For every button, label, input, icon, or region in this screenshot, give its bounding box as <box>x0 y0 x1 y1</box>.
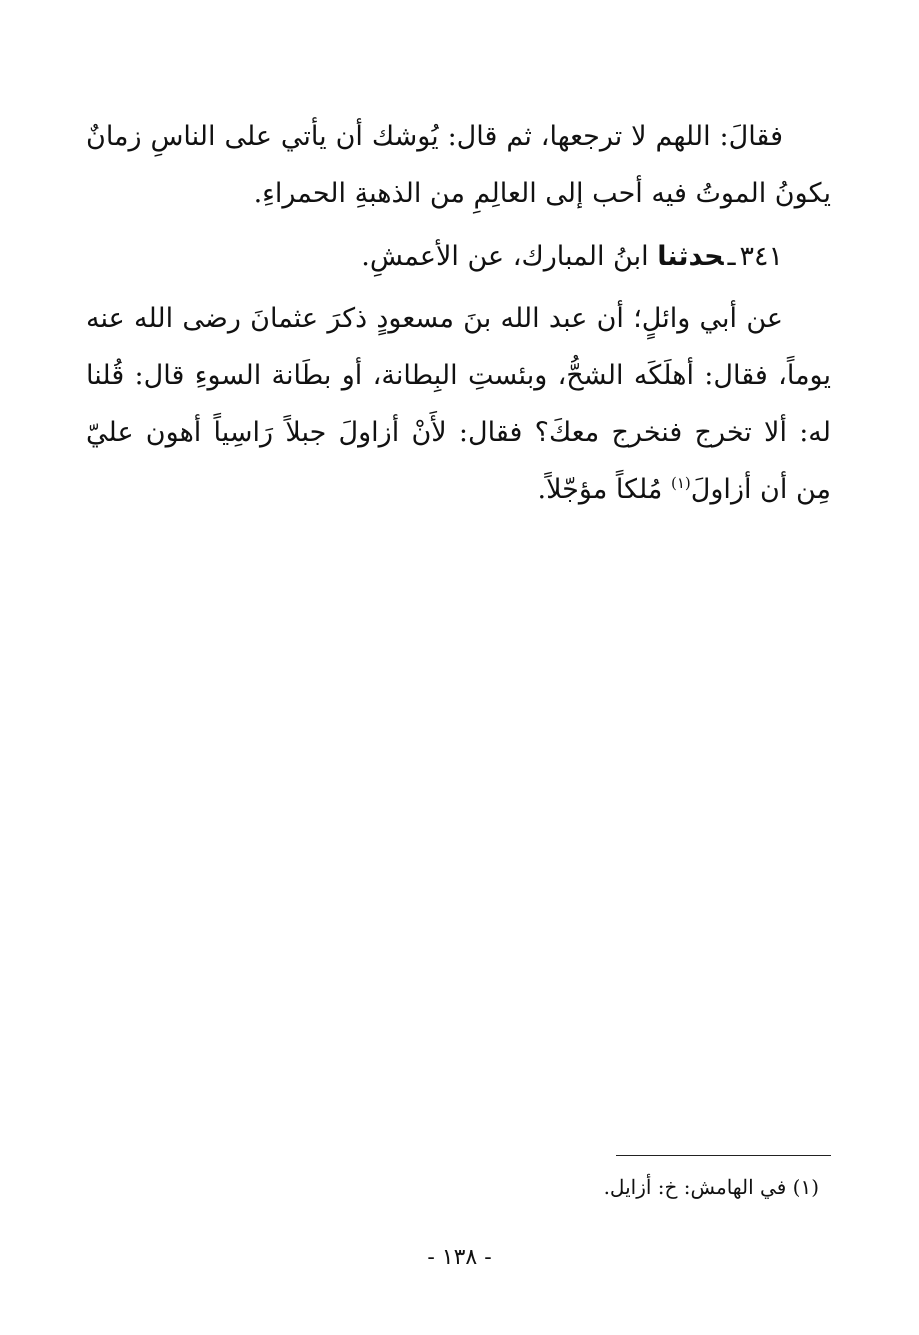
footnote-reference: (١) <box>671 474 691 492</box>
paragraph-3-text: عن أبي وائلٍ؛ أن عبد الله بنَ مسعودٍ ذكرَ عثمانَ رضى الله عنه يوماً، فقال: أهلَكَه الشحُّ، وبئستِ البِطانة، أو بطَانة السوءِ قال: قُلنا له: ألا تخرج فنخرج معكَ؟ فقال: لأَنْ أزاولَ جبلاً رَاسِياً أهون عليّ مِن أن أزاولَ <box>86 303 831 505</box>
page-number: - ١٣٨ - <box>427 1245 492 1270</box>
footnote: (١) في الهامش: خ: أزايل. <box>603 1175 819 1199</box>
footnote-divider <box>616 1155 831 1156</box>
paragraph-3-end: مُلكاً مؤجّلاً. <box>537 474 663 505</box>
hadith-heading <box>86 228 831 285</box>
hadith-number: ٣٤١ <box>739 241 783 272</box>
hadith-dash: ـ <box>727 241 736 272</box>
haddathana-word: حدثنا <box>657 241 724 272</box>
hadith-chain: ابنُ المبارك، عن الأعمشِ. <box>361 241 649 272</box>
paragraph-1 <box>86 108 831 222</box>
paragraph-1-text: فقالَ: اللهم لا ترجعها، ثم قال: يُوشك أن يأتي على الناسِ زمانٌ يكونُ الموتُ فيه أحب إلى العالِمِ من الذهبةِ الحمراءِ. <box>86 121 831 209</box>
paragraph-3 <box>86 290 831 518</box>
